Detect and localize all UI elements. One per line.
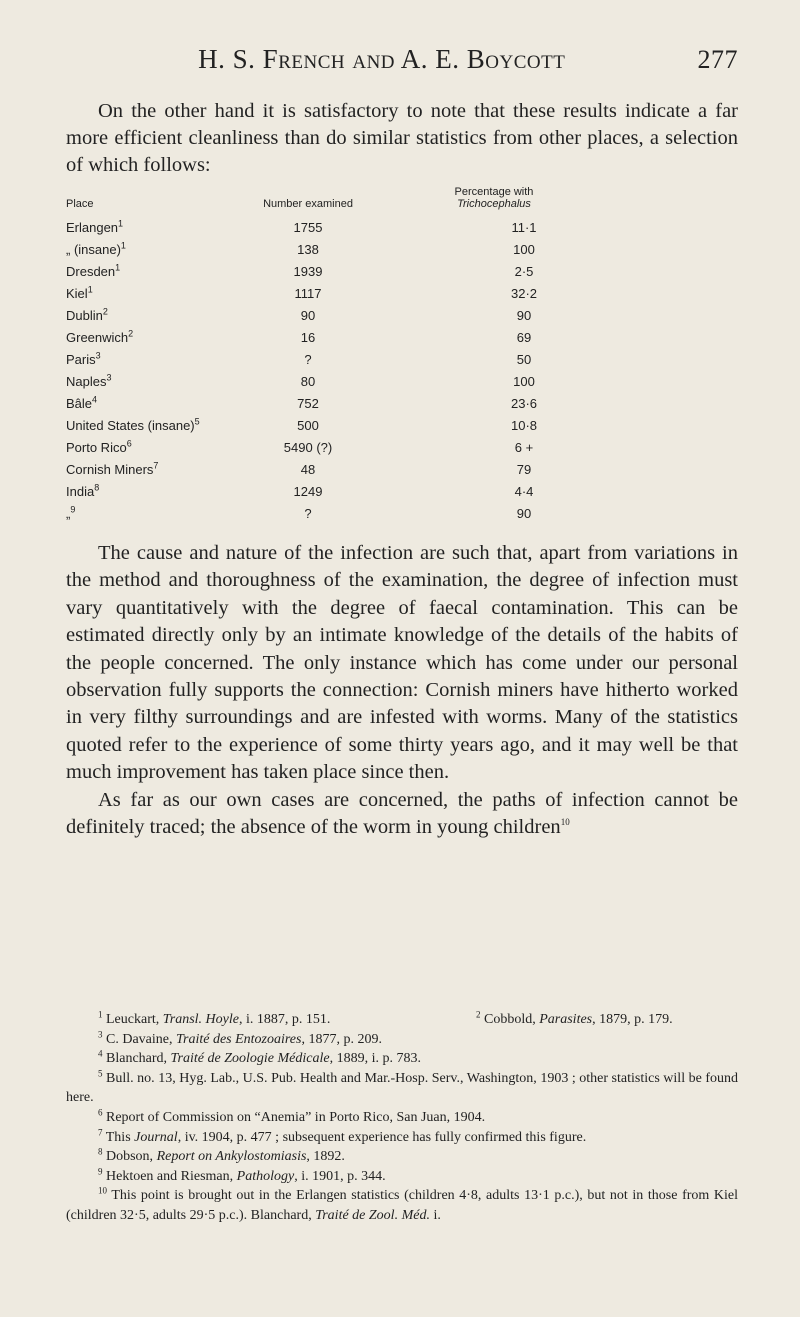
footnote-number: 8	[98, 1146, 103, 1157]
cell-number-examined: 48	[300, 461, 316, 477]
footnote-ref: 3	[106, 372, 112, 383]
cell-place	[66, 392, 254, 414]
footnote-ref: 1	[118, 218, 124, 229]
footnote-5	[66, 1069, 738, 1108]
body-paragraph: The cause and nature of the infection are such that, apart from variations in the method and thoroughness of the examination, the degree of infection must vary quantitatively with the degree of faecal contamination. This can be estimated directly only by an intimate knowledge of the details of the habits of the people concerned. The only instance which has come under our personal observation fully supports the connection: Cornish miners have hitherto worked in very filthy surroundings and are infested with worms. Many of the statistics quoted refer to the experience of some thirty years ago, and it may well be that much improvement has taken place since then.	[66, 542, 738, 784]
cell-number-examined: 90	[300, 307, 316, 323]
cell-place	[66, 348, 254, 370]
footnote-title: Pathology	[236, 1168, 295, 1184]
footnote-number: 5	[98, 1068, 103, 1079]
cell-place	[66, 238, 254, 260]
footnote-9	[66, 1167, 738, 1187]
place-name: Erlangen	[66, 219, 119, 235]
table-row	[66, 370, 626, 392]
footnote-title: Traité de Zoologie Médicale	[170, 1051, 330, 1067]
cell-number-examined: 500	[297, 417, 319, 433]
header-number: Number examined	[263, 198, 353, 210]
cell-percentage: 100	[513, 241, 535, 257]
place-name: Dresden	[66, 263, 116, 279]
footnote-text: , 1889, i. p. 783.	[329, 1051, 421, 1067]
table-row	[66, 436, 626, 458]
footnote-text: Blanchard,	[106, 1051, 171, 1067]
place-name: Porto Rico	[66, 439, 127, 455]
footnote-ref: 1	[87, 284, 93, 295]
cell-percentage: 50	[516, 351, 532, 367]
footnote-4	[66, 1049, 738, 1069]
footnote-text: , i. 1887, p. 151.	[238, 1012, 331, 1027]
footnote-ref: 2	[102, 306, 108, 317]
table-row	[66, 502, 626, 524]
footnote-3	[66, 1030, 738, 1050]
place-name: Cornish Miners	[66, 461, 154, 477]
cell-place	[66, 480, 254, 502]
place-name: Kiel	[66, 285, 88, 301]
place-name: United States (insane)	[66, 417, 195, 433]
footnote-number: 9	[98, 1166, 103, 1177]
footnote-number: 1	[98, 1009, 103, 1020]
table-body	[66, 216, 626, 524]
cell-percentage: 100	[513, 373, 535, 389]
running-header	[66, 44, 738, 75]
table-row	[66, 282, 626, 304]
table-row	[66, 392, 626, 414]
header-percentage-prefix: Percentage with	[454, 186, 534, 198]
place-name: Paris	[66, 351, 96, 367]
cell-percentage: 10·8	[510, 417, 538, 433]
footnote-ref: 5	[194, 416, 200, 427]
table-row	[66, 216, 626, 238]
table-row	[66, 326, 626, 348]
cell-place	[66, 370, 254, 392]
place-name: India	[66, 483, 95, 499]
header-percentage	[362, 186, 626, 216]
footnote-ref: 8	[94, 482, 100, 493]
footnote-text: C. Davaine,	[106, 1031, 176, 1047]
footnote-text: , iv. 1904, p. 477 ; subsequent experience has fully confirmed this figure.	[177, 1129, 587, 1145]
cell-number-examined: ?	[304, 351, 312, 367]
cell-place	[66, 436, 254, 458]
body-paragraph	[66, 787, 738, 842]
footnote-text: Bull. no. 13, Hyg. Lab., U.S. Pub. Health and Mar.-Hosp. Serv., Washington, 1903 ; other statistics will be found here.	[66, 1070, 739, 1106]
footnotes	[66, 1010, 738, 1226]
place-name: „ (insane)	[66, 241, 121, 257]
place-name: Greenwich	[66, 329, 129, 345]
table-row	[66, 260, 626, 282]
footnote-ref: 4	[92, 394, 98, 405]
cell-place	[66, 458, 254, 480]
footnote-8	[66, 1147, 738, 1167]
cell-number-examined: 1117	[294, 285, 322, 301]
cell-place	[66, 304, 254, 326]
footnote-text: This	[105, 1129, 135, 1145]
place-name: Dublin	[66, 307, 103, 323]
footnote-text: Report of Commission on “Anemia” in Porto Rico, San Juan, 1904.	[106, 1109, 486, 1125]
footnote-number: 10	[98, 1185, 107, 1196]
footnote-title: Parasites	[539, 1012, 593, 1027]
cell-place	[66, 414, 254, 436]
cell-number-examined: 752	[297, 395, 319, 411]
cell-place	[66, 260, 254, 282]
cell-percentage: 6 +	[514, 439, 534, 455]
cell-percentage: 32·2	[510, 285, 538, 301]
footnote-7	[66, 1128, 738, 1148]
footnote-number: 6	[98, 1107, 103, 1118]
footnote-text: i.	[429, 1207, 441, 1223]
footnote-number: 3	[98, 1028, 103, 1039]
footnote-title: Traité des Entozoaires	[175, 1031, 302, 1047]
footnote-title: Journal	[134, 1129, 178, 1145]
place-name: Naples	[66, 373, 107, 389]
cell-number-examined: 1249	[293, 483, 323, 499]
cell-percentage: 90	[516, 505, 532, 521]
footnote-6	[66, 1108, 738, 1128]
table-row	[66, 480, 626, 502]
cell-place	[66, 282, 254, 304]
header-percentage-species: Trichocephalus	[457, 198, 531, 210]
cell-percentage: 90	[516, 307, 532, 323]
infection-statistics-table	[66, 186, 626, 524]
cell-place	[66, 502, 254, 524]
footnote-10	[66, 1186, 738, 1225]
place-name: Bâle	[66, 395, 93, 411]
page-number: 277	[697, 45, 738, 74]
cell-percentage: 69	[516, 329, 532, 345]
footnote-text: , i. 1901, p. 344.	[294, 1168, 386, 1184]
running-title: H. S. French and A. E. Boycott	[198, 44, 566, 74]
footnote-number: 2	[476, 1009, 481, 1020]
intro-text: On the other hand it is satisfactory to note that these results indicate a far more efficient cleanliness than do similar statistics from other places, a selection of which follows:	[66, 100, 738, 176]
footnote-number: 4	[98, 1048, 103, 1059]
table-row	[66, 458, 626, 480]
footnote-2	[476, 1010, 738, 1030]
footnote-text: Cobbold,	[484, 1012, 540, 1027]
cell-number-examined: 80	[300, 373, 316, 389]
table-row	[66, 238, 626, 260]
header-place: Place	[66, 198, 94, 210]
footnote-ref: 3	[95, 350, 101, 361]
table-row	[66, 414, 626, 436]
footnote-ref: 1	[120, 240, 126, 251]
footnote-ref: 1	[115, 262, 121, 273]
cell-number-examined: 5490 (?)	[283, 439, 333, 455]
cell-percentage: 2·5	[514, 263, 534, 279]
footnote-title: Traité de Zool. Méd.	[315, 1207, 430, 1223]
table-row	[66, 348, 626, 370]
body-paragraph-text: As far as our own cases are concerned, the paths of infection cannot be definitely traced; the absence of the worm in young children	[66, 788, 738, 839]
footnote-1	[66, 1010, 476, 1030]
place-name: „	[66, 505, 71, 521]
cell-number-examined: 1939	[293, 263, 323, 279]
footnote-title: Report on Ankylostomiasis	[156, 1149, 307, 1165]
cell-place	[66, 216, 254, 238]
cell-number-examined: 16	[300, 329, 316, 345]
footnote-text: , 1877, p. 209.	[301, 1031, 382, 1047]
footnote-ref: 6	[126, 438, 132, 449]
footnote-text: This point is brought out in the Erlangen statistics (children 4·8, adults 13·1 p.c.), but not in those from Kiel (children 32·5, adults 29·5 p.c.). Blanchard,	[66, 1188, 739, 1223]
footnote-ref: 9	[70, 504, 76, 515]
cell-percentage: 23·6	[510, 395, 538, 411]
footnote-title: Transl. Hoyle	[162, 1012, 239, 1027]
footnote-ref: 7	[153, 460, 159, 471]
footnote-ref: 2	[128, 328, 134, 339]
cell-percentage: 4·4	[514, 483, 534, 499]
intro-paragraph	[66, 98, 738, 179]
footnote-number: 7	[98, 1126, 103, 1137]
footnote-row	[66, 1010, 738, 1030]
table-row	[66, 304, 626, 326]
cell-percentage: 11·1	[511, 219, 537, 235]
cell-number-examined: 1755	[293, 219, 323, 235]
table-header-row	[66, 186, 626, 216]
footnote-ref: 10	[560, 817, 570, 828]
cell-percentage: 79	[516, 461, 532, 477]
cell-number-examined: 138	[297, 241, 319, 257]
footnote-text: Dobson,	[106, 1149, 157, 1165]
cell-number-examined: ?	[304, 505, 312, 521]
footnote-text: Hektoen and Riesman,	[106, 1168, 237, 1184]
body-text	[66, 540, 738, 841]
footnote-text: , 1892.	[306, 1149, 345, 1165]
footnote-text: Leuckart,	[106, 1012, 163, 1027]
footnote-text: , 1879, p. 179.	[592, 1012, 673, 1027]
cell-place	[66, 326, 254, 348]
